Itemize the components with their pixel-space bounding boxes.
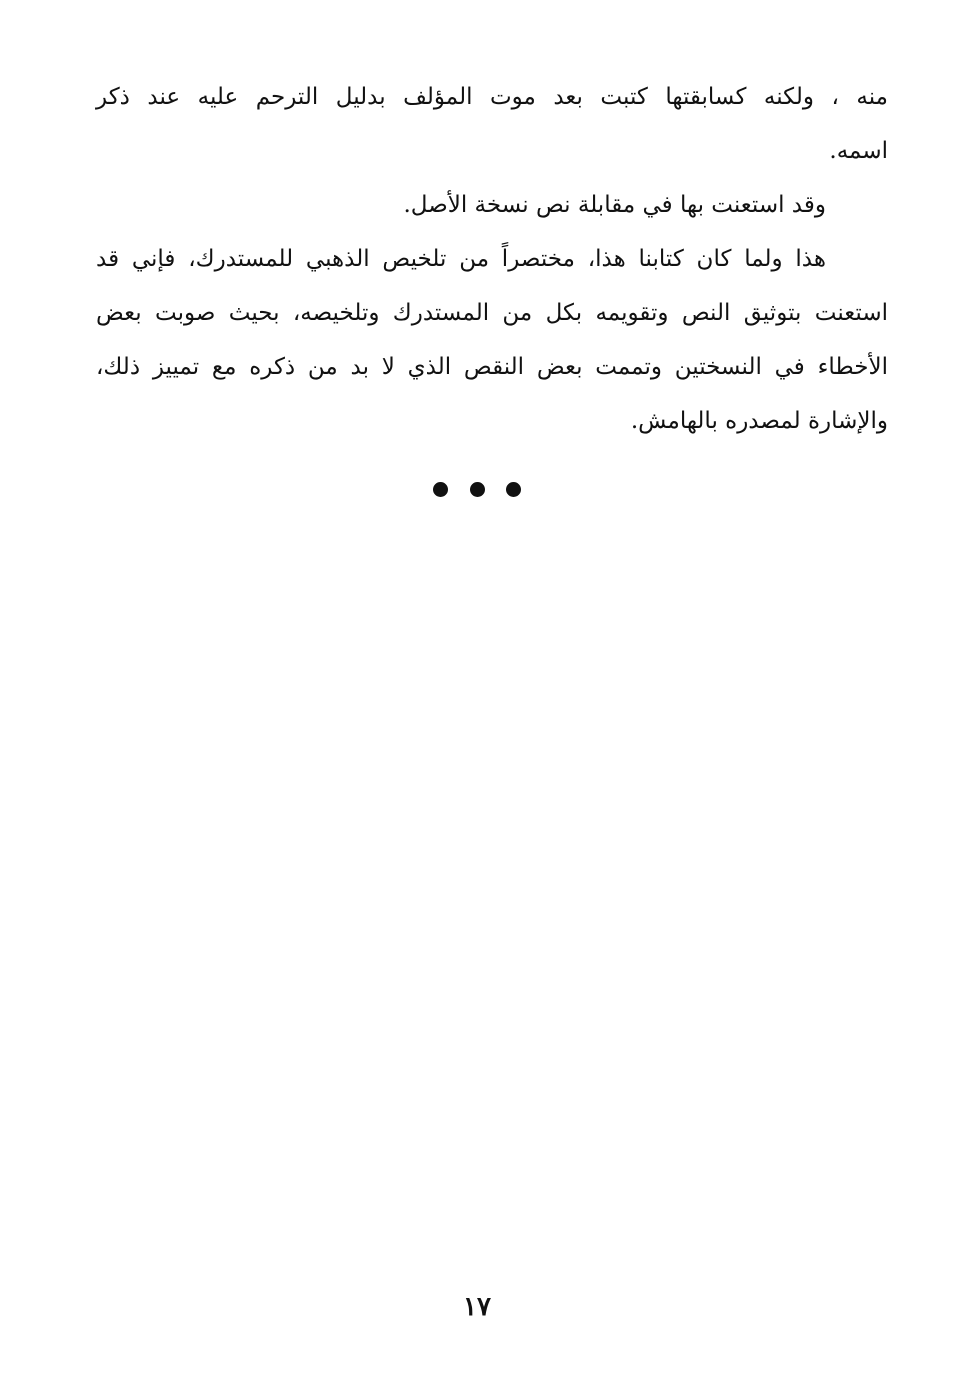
text-line: منه ، ولكنه كسابقتها كتبت بعد موت المؤلف بدليل الترحم عليه عند ذكر [96,84,888,110]
text-line: الأخطاء في النسختين وتممت بعض النقص الذي لا بد من ذكره مع تمييز ذلك، [96,354,888,380]
separator-dot-icon [506,482,521,497]
body-text [96,70,888,448]
page-number: ١٧ [463,1292,491,1322]
text-line: والإشارة لمصدره بالهامش. [630,408,888,434]
text-line: استعنت بتوثيق النص وتقويمه بكل من المستدرك وتلخيصه، بحيث صوبت بعض [96,300,888,326]
separator-dot-icon [470,482,485,497]
text-line: اسمه. [829,138,888,164]
section-separator [0,482,954,501]
text-line: وقد استعنت بها في مقابلة نص نسخة الأصل. [403,192,826,218]
separator-dot-icon [433,482,448,497]
text-line: هذا ولما كان كتابنا هذا، مختصراً من تلخيص الذهبي للمستدرك، فإني قد [96,246,826,272]
